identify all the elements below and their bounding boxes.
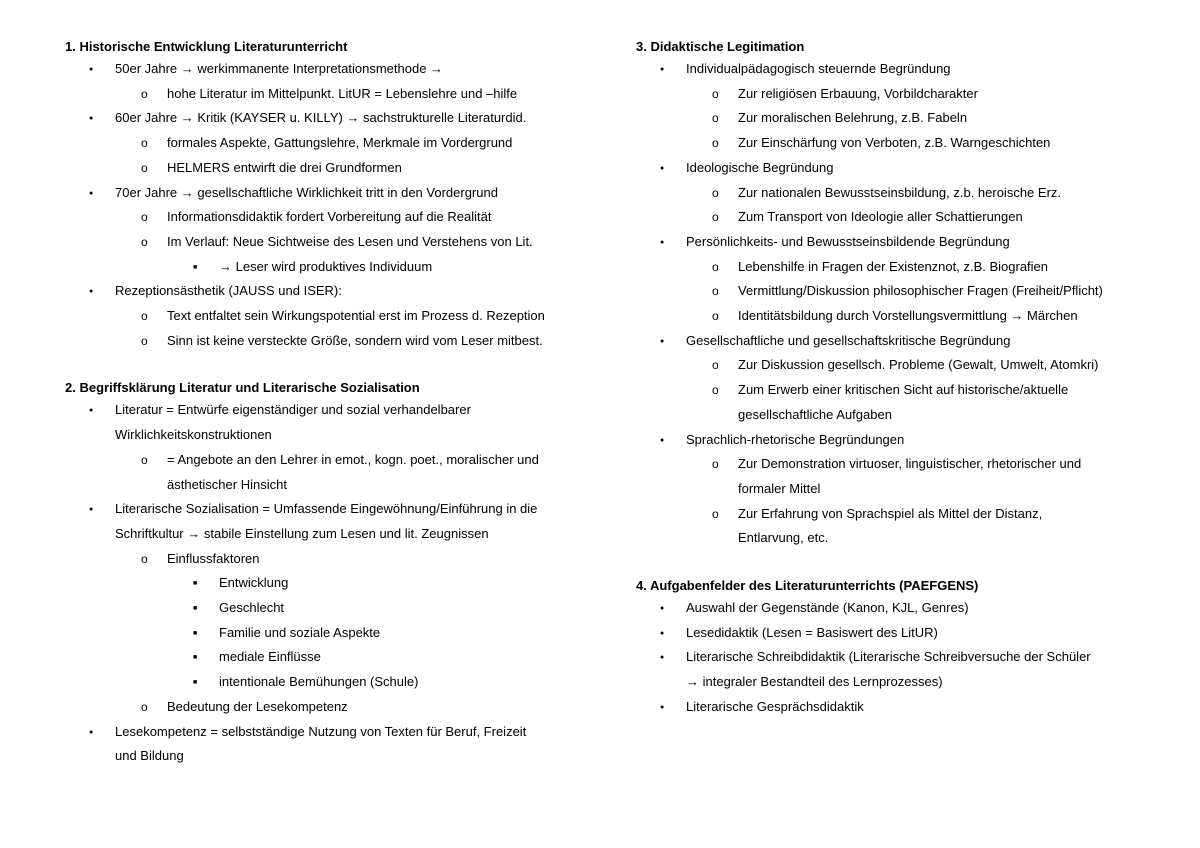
list-item-text-continued <box>65 423 595 448</box>
item-text: Zur nationalen Bewusstseinsbildung, z.b. heroische Erz. <box>738 184 1062 200</box>
circle-marker-icon <box>141 547 148 572</box>
list-item-text <box>65 156 595 181</box>
item-text: Auswahl der Gegenstände (Kanon, KJL, Genres) <box>686 600 969 616</box>
list-item <box>65 205 595 230</box>
list-item-text <box>636 131 1156 156</box>
list-item-text <box>65 621 595 646</box>
circle-marker-icon <box>712 205 719 230</box>
list-item <box>65 82 595 107</box>
left-column <box>65 37 595 769</box>
list-item-text <box>65 106 595 131</box>
circle-marker-icon <box>141 695 148 720</box>
square-marker-icon <box>193 571 197 597</box>
list-item <box>636 353 1156 378</box>
item-text: Informationsdidaktik fordert Vorbereitung auf die Realität <box>167 209 492 225</box>
list-item-text-continued <box>65 473 595 498</box>
list-item-text <box>636 695 1156 720</box>
item-text: Im Verlauf: Neue Sichtweise des Lesen und Verstehens von Lit. <box>167 233 533 249</box>
list-item-text <box>65 398 595 423</box>
list-item-text <box>636 156 1156 181</box>
circle-marker-icon <box>712 452 719 477</box>
list-item-text-continued <box>65 522 595 547</box>
list-item-text-continued <box>636 403 1156 428</box>
item-text: Geschlecht <box>219 600 285 616</box>
list-item <box>636 621 1156 646</box>
list-item-text <box>65 205 595 230</box>
list-item <box>65 181 595 206</box>
list-item-text <box>636 428 1156 453</box>
right-column <box>636 37 1156 720</box>
list-item-text <box>636 502 1156 527</box>
bullet-marker-icon <box>660 329 664 355</box>
section-heading: 4. Aufgabenfelder des Literaturunterrichts (PAEFGENS) <box>636 578 979 594</box>
list-item <box>636 329 1156 354</box>
list-item <box>65 596 595 621</box>
bullet-marker-icon <box>660 156 664 182</box>
list-item-text <box>636 82 1156 107</box>
list-item <box>65 670 595 695</box>
circle-marker-icon <box>712 181 719 206</box>
bullet-marker-icon <box>89 57 93 83</box>
list-item <box>636 255 1156 280</box>
item-text: HELMERS entwirft die drei Grundformen <box>167 159 402 175</box>
list-item-text <box>636 279 1156 304</box>
item-text: Literarische Gesprächsdidaktik <box>686 698 864 714</box>
circle-marker-icon <box>141 304 148 329</box>
list-item <box>636 378 1156 427</box>
item-text: Rezeptionsästhetik (JAUSS und ISER): <box>115 283 342 299</box>
list-item <box>65 304 595 329</box>
item-text: Entlarvung, etc. <box>738 530 829 546</box>
list-item-text <box>65 131 595 156</box>
bullet-marker-icon <box>660 621 664 647</box>
list-item <box>65 497 595 546</box>
list-item <box>65 255 595 280</box>
circle-marker-icon <box>141 230 148 255</box>
list-item <box>636 156 1156 181</box>
item-text: Text entfaltet sein Wirkungspotential erst im Prozess d. Rezeption <box>167 308 545 324</box>
circle-marker-icon <box>712 502 719 527</box>
list-item <box>65 645 595 670</box>
item-text: Zur Diskussion gesellsch. Probleme (Gewalt, Umwelt, Atomkri) <box>738 357 1099 373</box>
list-item <box>65 57 595 82</box>
list-item <box>65 547 595 572</box>
list-item-text <box>636 378 1156 403</box>
item-text: Einflussfaktoren <box>167 550 260 566</box>
item-text: Literatur = Entwürfe eigenständiger und sozial verhandelbarer <box>115 402 471 418</box>
list-item-text <box>636 596 1156 621</box>
list-item <box>636 428 1156 453</box>
list-item-text <box>65 571 595 596</box>
list-item-text <box>636 621 1156 646</box>
item-text: Gesellschaftliche und gesellschaftskritische Begründung <box>686 332 1011 348</box>
circle-marker-icon <box>141 448 148 473</box>
item-text: 50er Jahre → werkimmanente Interpretationsmethode → <box>115 61 444 76</box>
item-text: Zum Erwerb einer kritischen Sicht auf historische/aktuelle <box>738 382 1069 398</box>
circle-marker-icon <box>712 82 719 107</box>
list-item <box>636 82 1156 107</box>
item-text: mediale Einflüsse <box>219 649 321 665</box>
item-text: Zur Erfahrung von Sprachspiel als Mittel der Distanz, <box>738 505 1043 521</box>
list-item-text <box>65 230 595 255</box>
circle-marker-icon <box>141 329 148 354</box>
list-item <box>636 596 1156 621</box>
section-3-didaktische-legitimation <box>636 37 1156 551</box>
list-item <box>65 695 595 720</box>
list-item-text <box>65 181 595 206</box>
item-text: formaler Mittel <box>738 480 821 496</box>
list-item <box>636 645 1156 694</box>
section-2-begriffskl-rung-literatur-und-literari <box>65 378 595 769</box>
list-item <box>65 230 595 255</box>
bullet-marker-icon <box>660 596 664 622</box>
circle-marker-icon <box>712 304 719 329</box>
circle-marker-icon <box>141 82 148 107</box>
bullet-marker-icon <box>89 720 93 746</box>
square-marker-icon <box>193 596 197 622</box>
item-text: Entwicklung <box>219 575 289 591</box>
list-item-text-continued <box>636 670 1156 695</box>
list-item-text <box>636 304 1156 329</box>
list-item-text <box>636 106 1156 131</box>
list-item <box>65 106 595 131</box>
list-item-text <box>636 452 1156 477</box>
item-text: Lesekompetenz = selbstständige Nutzung von Texten für Beruf, Freizeit <box>115 723 527 739</box>
bullet-marker-icon <box>660 230 664 256</box>
bullet-marker-icon <box>660 57 664 83</box>
list-item <box>636 452 1156 501</box>
list-item-text <box>636 57 1156 82</box>
item-text: = Angebote an den Lehrer in emot., kogn. poet., moralischer und <box>167 451 539 467</box>
list-item-text <box>65 304 595 329</box>
circle-marker-icon <box>141 131 148 156</box>
item-text: Zum Transport von Ideologie aller Schattierungen <box>738 209 1023 225</box>
list-item-text <box>65 596 595 621</box>
item-text: Sprachlich-rhetorische Begründungen <box>686 431 905 447</box>
item-text: Bedeutung der Lesekompetenz <box>167 698 348 714</box>
item-text: Schriftkultur → stabile Einstellung zum Lesen und lit. Zeugnissen <box>115 525 489 541</box>
section-heading: 2. Begriffsklärung Literatur und Literarische Sozialisation <box>65 380 420 396</box>
item-text: intentionale Bemühungen (Schule) <box>219 674 419 690</box>
list-item <box>636 279 1156 304</box>
item-text: Ideologische Begründung <box>686 159 834 175</box>
item-text: Vermittlung/Diskussion philosophischer Fragen (Freiheit/Pflicht) <box>738 283 1103 299</box>
item-text: Identitätsbildung durch Vorstellungsvermittlung → Märchen <box>738 308 1078 324</box>
list-item <box>636 106 1156 131</box>
circle-marker-icon <box>712 353 719 378</box>
item-text: Zur religiösen Erbauung, Vorbildcharakter <box>738 85 978 101</box>
bullet-marker-icon <box>89 398 93 424</box>
bullet-marker-icon <box>660 695 664 721</box>
list-item-text <box>65 57 595 82</box>
square-marker-icon <box>193 255 197 281</box>
list-item-text <box>65 279 595 304</box>
item-text: Zur moralischen Belehrung, z.B. Fabeln <box>738 110 968 126</box>
item-text: → integraler Bestandteil des Lernprozesses) <box>686 674 943 690</box>
bullet-marker-icon <box>89 106 93 132</box>
list-item <box>65 279 595 304</box>
circle-marker-icon <box>712 378 719 403</box>
circle-marker-icon <box>712 131 719 156</box>
section-heading: 1. Historische Entwicklung Literaturunterricht <box>65 39 348 54</box>
list-item-text <box>65 720 595 745</box>
list-item-text <box>65 547 595 572</box>
item-text: gesellschaftliche Aufgaben <box>738 406 892 422</box>
item-text: Wirklichkeitskonstruktionen <box>115 427 272 443</box>
item-text: ästhetischer Hinsicht <box>167 476 287 492</box>
list-item <box>636 131 1156 156</box>
list-item-text <box>65 329 595 354</box>
square-marker-icon <box>193 621 197 647</box>
list-item <box>636 695 1156 720</box>
circle-marker-icon <box>712 255 719 280</box>
section-4-aufgabenfelder-des-literaturunterricht <box>636 576 1156 720</box>
item-text: Individualpädagogisch steuernde Begründung <box>686 61 951 76</box>
list-item <box>65 131 595 156</box>
section-1-historische-entwicklung-literaturunter <box>65 37 595 353</box>
list-item-text <box>65 670 595 695</box>
item-text: 60er Jahre → Kritik (KAYSER u. KILLY) → sachstrukturelle Literaturdid. <box>115 110 527 126</box>
item-text: Literarische Schreibdidaktik (Literarische Schreibversuche der Schüler <box>686 649 1091 665</box>
list-item <box>65 156 595 181</box>
list-item <box>65 448 595 497</box>
list-item <box>65 398 595 447</box>
list-item-text <box>636 230 1156 255</box>
item-text: Lebenshilfe in Fragen der Existenznot, z.B. Biografien <box>738 258 1049 274</box>
list-item-text <box>636 255 1156 280</box>
list-item-text-continued <box>65 744 595 769</box>
list-item <box>636 57 1156 82</box>
bullet-marker-icon <box>89 279 93 305</box>
item-text: Zur Einschärfung von Verboten, z.B. Warngeschichten <box>738 135 1051 151</box>
list-item-text <box>636 205 1156 230</box>
list-item-text-continued <box>636 477 1156 502</box>
item-text: Literarische Sozialisation = Umfassende Eingewöhnung/Einführung in die <box>115 501 538 517</box>
list-item-text-continued <box>636 526 1156 551</box>
list-item <box>65 571 595 596</box>
item-text: und Bildung <box>115 748 184 764</box>
circle-marker-icon <box>712 279 719 304</box>
section-heading: 3. Didaktische Legitimation <box>636 39 805 54</box>
list-item-text <box>65 255 595 280</box>
item-text: Persönlichkeits- und Bewusstseinsbildende Begründung <box>686 233 1010 249</box>
circle-marker-icon <box>141 156 148 181</box>
list-item <box>636 304 1156 329</box>
item-text: 70er Jahre → gesellschaftliche Wirklichkeit tritt in den Vordergrund <box>115 184 498 200</box>
bullet-marker-icon <box>660 428 664 454</box>
list-item <box>65 621 595 646</box>
list-item <box>636 205 1156 230</box>
list-item-text <box>65 645 595 670</box>
bullet-marker-icon <box>89 181 93 207</box>
list-item-text <box>65 448 595 473</box>
list-item-text <box>636 353 1156 378</box>
item-text: Zur Demonstration virtuoser, linguistischer, rhetorischer und <box>738 456 1082 472</box>
list-item <box>636 230 1156 255</box>
list-item <box>636 181 1156 206</box>
item-text: hohe Literatur im Mittelpunkt. LitUR = Lebenslehre und –hilfe <box>167 85 518 101</box>
list-item-text <box>636 329 1156 354</box>
list-item <box>65 329 595 354</box>
item-text: → Leser wird produktives Individuum <box>219 258 433 274</box>
item-text: Sinn ist keine versteckte Größe, sondern wird vom Leser mitbest. <box>167 332 543 348</box>
list-item-text <box>636 645 1156 670</box>
list-item-text <box>65 82 595 107</box>
bullet-marker-icon <box>660 645 664 671</box>
square-marker-icon <box>193 645 197 671</box>
list-item <box>636 502 1156 551</box>
square-marker-icon <box>193 670 197 696</box>
circle-marker-icon <box>712 106 719 131</box>
circle-marker-icon <box>141 205 148 230</box>
item-text: formales Aspekte, Gattungslehre, Merkmale im Vordergrund <box>167 135 513 151</box>
list-item <box>65 720 595 769</box>
bullet-marker-icon <box>89 497 93 523</box>
item-text: Familie und soziale Aspekte <box>219 624 381 640</box>
list-item-text <box>65 695 595 720</box>
list-item-text <box>65 497 595 522</box>
item-text: Lesedidaktik (Lesen = Basiswert des LitUR) <box>686 624 938 640</box>
list-item-text <box>636 181 1156 206</box>
